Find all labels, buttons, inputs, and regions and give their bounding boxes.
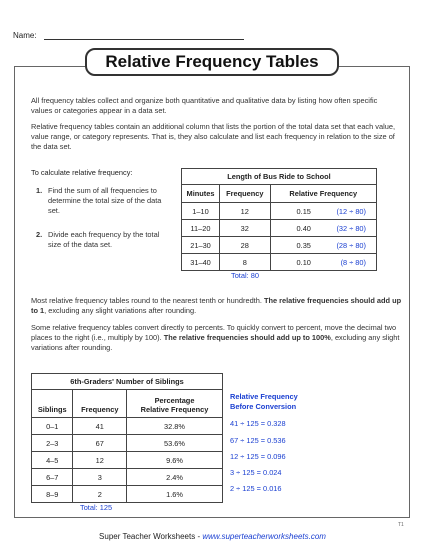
column-header: Frequency (220, 185, 271, 203)
bold-text: The relative frequencies should add up to 100% (163, 333, 331, 342)
relative-value: 0.10 (296, 257, 311, 267)
page-code: T1 (398, 522, 404, 528)
frequency-cell: 12 (73, 452, 127, 469)
rounding-paragraph (31, 296, 403, 316)
table-row (32, 418, 223, 435)
relative-value: 0.40 (296, 223, 311, 233)
heading-line: Relative Frequency (230, 392, 298, 401)
siblings-cell: 2–3 (32, 435, 73, 452)
header-line: Relative Frequency (140, 405, 209, 414)
name-line (44, 39, 244, 40)
siblings-cell: 4–5 (32, 452, 73, 469)
frequency-cell: 41 (73, 418, 127, 435)
conversion-item: 3 ÷ 125 = 0.024 (230, 468, 282, 477)
intro-paragraph-2: Relative frequency tables contain an additional column that lists the portion of the total data set that each value, value range, or category represents. That is, they also calculate and list each frequency in relation to the size of the data set. (31, 122, 396, 151)
step-2 (36, 230, 176, 254)
text-run: , excluding any slight variations after rounding. (44, 306, 197, 315)
text-run: Some relative frequency tables convert directly to percents. To quickly convert to percent, move the decimal two places to the right (i.e., multiply by 100). (31, 323, 397, 342)
table-caption: Length of Bus Ride to School (182, 169, 377, 185)
table-row (32, 452, 223, 469)
table2-total: Total: 125 (80, 503, 113, 512)
percent-paragraph (31, 323, 403, 353)
intro-paragraph-1: All frequency tables collect and organize both quantitative and qualitative data by listing how often specific values or categories appear in a data set. (31, 96, 378, 115)
bus-ride-table (181, 168, 377, 271)
calculation: (32 ÷ 80) (336, 223, 366, 233)
footer (0, 532, 425, 541)
header-line: Percentage (154, 396, 195, 405)
calculation: (28 ÷ 80) (336, 240, 366, 250)
siblings-cell: 0–1 (32, 418, 73, 435)
relative-frequency-cell (270, 254, 376, 271)
relative-value: 0.15 (296, 206, 311, 216)
heading-line: Before Conversion (230, 402, 297, 411)
percentage-cell: 9.6% (127, 452, 223, 469)
minutes-cell: 1–10 (182, 203, 220, 220)
table-row (32, 486, 223, 503)
frequency-cell: 12 (220, 203, 271, 220)
step-text: Divide each frequency by the total size of the data set. (48, 230, 160, 249)
percentage-cell: 32.8% (127, 418, 223, 435)
percentage-cell: 1.6% (127, 486, 223, 503)
conversion-item: 2 ÷ 125 = 0.016 (230, 484, 282, 493)
minutes-cell: 31–40 (182, 254, 220, 271)
frequency-cell: 67 (73, 435, 127, 452)
relative-frequency-cell (270, 220, 376, 237)
siblings-cell: 6–7 (32, 469, 73, 486)
text-run: , excluding any slight variations after rounding. (31, 333, 400, 352)
percentage-cell: 2.4% (127, 469, 223, 486)
table-row (32, 435, 223, 452)
table-row (182, 254, 377, 271)
frequency-cell: 8 (220, 254, 271, 271)
calculation: (12 ÷ 80) (336, 206, 366, 216)
frequency-cell: 2 (73, 486, 127, 503)
step-1 (36, 186, 176, 218)
column-header: Minutes (182, 185, 220, 203)
step-number: 1. (36, 186, 43, 195)
steps-intro: To calculate relative frequency: (31, 168, 133, 177)
table-row (182, 220, 377, 237)
siblings-table (31, 373, 223, 503)
text-run: Most relative frequency tables round to the nearest tenth or hundredth. (31, 296, 264, 305)
bold-text: The relative frequencies should add up to 1 (31, 296, 402, 315)
column-header (127, 390, 223, 418)
column-header: Siblings (32, 390, 73, 418)
conversion-item: 67 ÷ 125 = 0.536 (230, 436, 286, 445)
minutes-cell: 11–20 (182, 220, 220, 237)
name-label: Name: (13, 31, 37, 40)
frequency-cell: 32 (220, 220, 271, 237)
footer-link[interactable]: www.superteacherworksheets.com (202, 532, 326, 541)
frequency-cell: 3 (73, 469, 127, 486)
column-header: Frequency (73, 390, 127, 418)
table1-total: Total: 80 (231, 271, 259, 280)
step-text: Find the sum of all frequencies to determine the total size of the data set. (48, 186, 162, 215)
frequency-cell: 28 (220, 237, 271, 254)
step-number: 2. (36, 230, 43, 239)
footer-text: Super Teacher Worksheets - (99, 532, 203, 541)
page-title: Relative Frequency Tables (85, 48, 339, 76)
table-row (182, 237, 377, 254)
calculation: (8 ÷ 80) (340, 257, 366, 267)
minutes-cell: 21–30 (182, 237, 220, 254)
before-conversion-heading (230, 392, 298, 412)
table-row (32, 469, 223, 486)
relative-value: 0.35 (296, 240, 311, 250)
table-caption: 6th-Graders' Number of Siblings (32, 374, 223, 390)
relative-frequency-cell (270, 237, 376, 254)
conversion-item: 41 ÷ 125 = 0.328 (230, 419, 286, 428)
table-row (182, 203, 377, 220)
conversion-item: 12 ÷ 125 = 0.096 (230, 452, 286, 461)
siblings-cell: 8–9 (32, 486, 73, 503)
column-header: Relative Frequency (270, 185, 376, 203)
relative-frequency-cell (270, 203, 376, 220)
percentage-cell: 53.6% (127, 435, 223, 452)
